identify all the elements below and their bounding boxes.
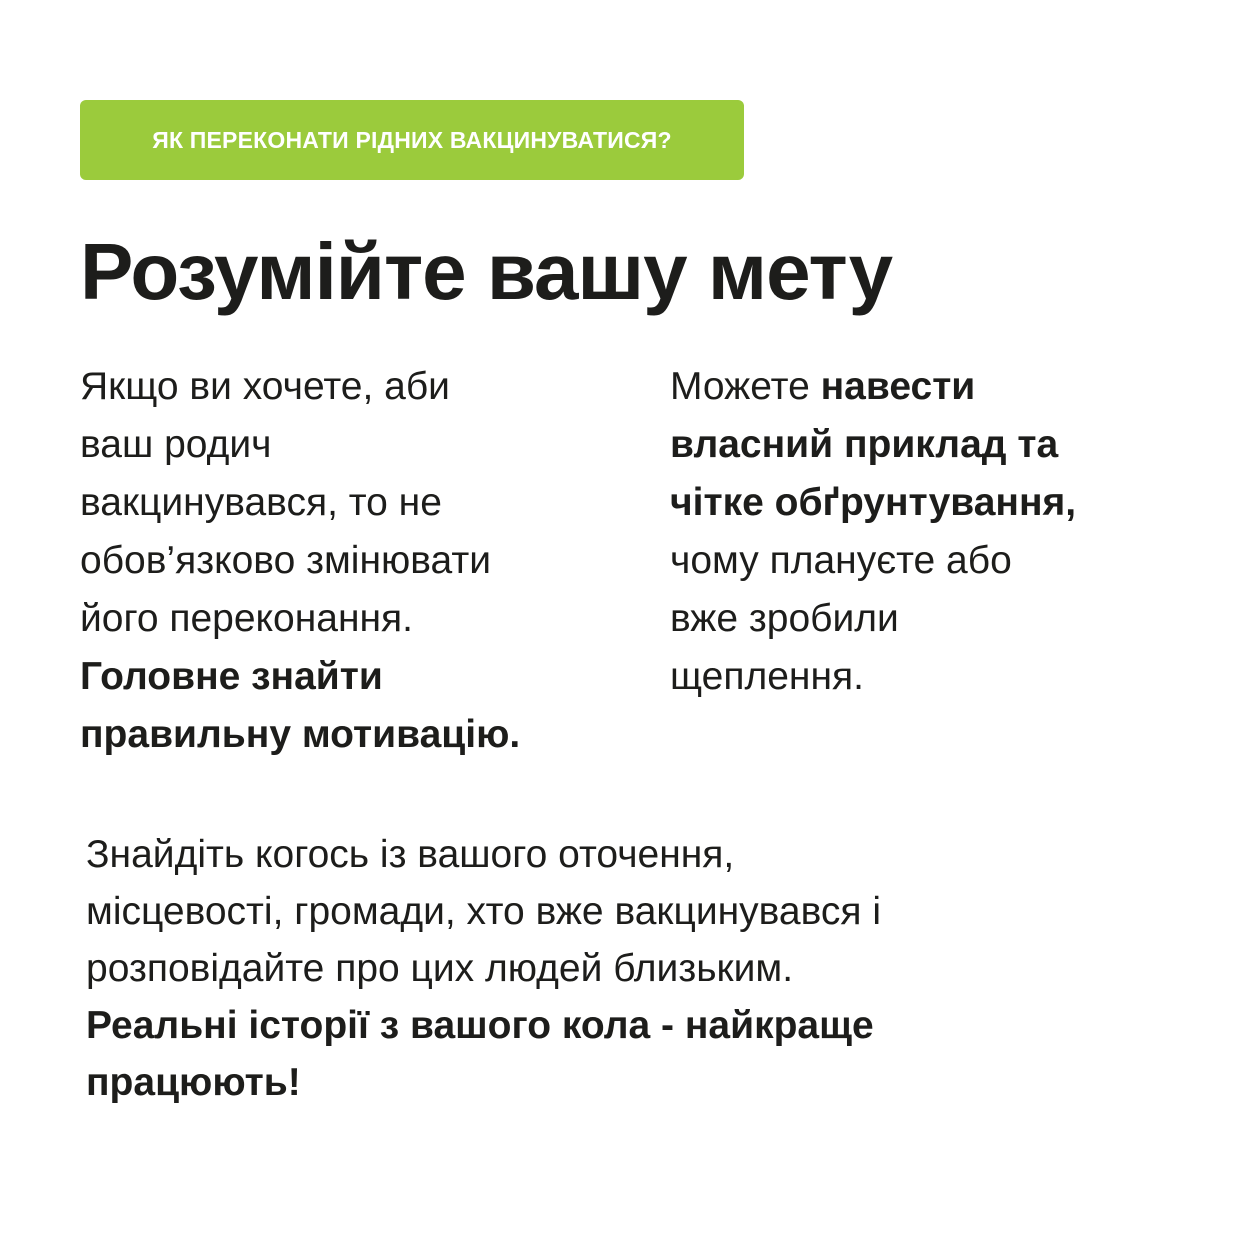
bottom-bold-line: Реальні історії з вашого кола - найкраще — [86, 1004, 874, 1047]
topic-tag-label: ЯК ПЕРЕКОНАТИ РІДНИХ ВАКЦИНУВАТИСЯ? — [152, 126, 672, 153]
right-first-line-regular: Можете — [670, 365, 821, 408]
bottom-line: розповідайте про цих людей близьким. — [86, 947, 794, 990]
right-first-line-bold: навести — [820, 365, 976, 408]
left-line: ваш родич — [80, 423, 272, 466]
left-column-text — [80, 358, 620, 764]
left-bold-line: Головне знайти — [80, 655, 383, 698]
left-line: вакцинувався, то не — [80, 481, 442, 524]
left-line: його переконання. — [80, 597, 414, 640]
bottom-line: місцевості, громади, хто вже вакцинувався і — [86, 890, 882, 933]
left-bold-line: правильну мотивацію. — [80, 713, 521, 756]
left-line: Якщо ви хочете, аби — [80, 365, 450, 408]
topic-tag — [80, 100, 744, 180]
right-line: вже зробили — [670, 597, 899, 640]
right-first-line — [670, 358, 1190, 416]
bottom-bold-line: працюють! — [86, 1061, 301, 1104]
right-line: щеплення. — [670, 655, 864, 698]
right-bold-line: чітке обґрунтування, — [670, 481, 1077, 524]
bottom-line: Знайдіть когось із вашого оточення, — [86, 833, 735, 876]
bottom-paragraph — [86, 826, 1196, 1111]
right-line: чому плануєте або — [670, 539, 1012, 582]
left-line: обов’язково змінювати — [80, 539, 492, 582]
page-title: Розумійте вашу мету — [80, 227, 893, 316]
right-bold-line: власний приклад та — [670, 423, 1059, 466]
right-column-text — [670, 358, 1190, 706]
